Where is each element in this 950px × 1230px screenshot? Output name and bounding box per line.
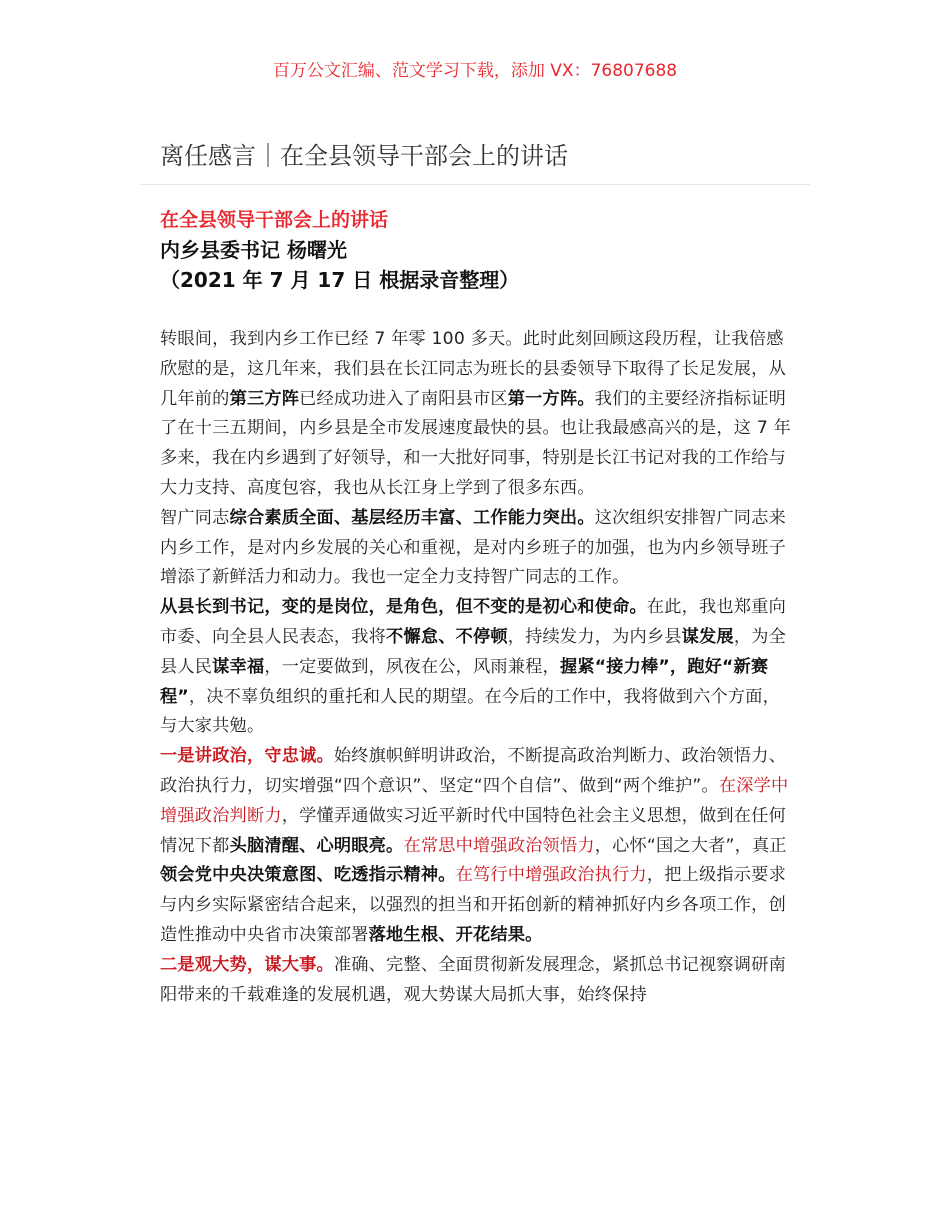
speaker-line: 内乡县委书记 杨曙光 — [160, 238, 347, 262]
bold-run: 握紧“接力棒”，跑好“新赛程” — [160, 656, 769, 707]
title-divider — [140, 184, 810, 185]
paragraph-3 — [160, 593, 792, 742]
date-note: （2021 年 7 月 17 日 根据录音整理） — [160, 268, 520, 292]
speech-subtitle: 在全县领导干部会上的讲话 — [160, 209, 389, 231]
bold-run: 落地生根、开花结果。 — [368, 924, 543, 945]
text-run: 转眼间，我到内乡工作已经 7 年零 100 多天。此时此刻回顾这段历程，让我倍感欣慰的是，这几年来，我们县在长江同志为班长的县委领导下取得了长足发展，从几年前的 — [160, 329, 786, 409]
text-run: 准确、完整、全面贯彻新发展理念，紧抓总书记视察调研南阳带来的千载难逢的发展机遇，观大势谋大局抓大事，始终保持 — [160, 954, 786, 1005]
text-run: ，把上级指示要求与内乡实际紧密结合起来，以强烈的担当和开拓创新的精神抓好内乡各项工作，创造性推动中央省市决策部署 — [160, 865, 786, 945]
paragraph-1 — [160, 325, 792, 504]
speech-heading — [160, 205, 519, 295]
text-run: 我们的主要经济指标证明了在十三五期间，内乡县是全市发展速度最快的县。也让我最感高兴的是，这 7 年多来，我在内乡遇到了好领导，和一大批好同事，特别是长江书记对我的工作给与大力支持、高度包容，我也从长江身上学到了很多东西。 — [160, 388, 792, 498]
bold-run: 第一方阵。 — [507, 388, 595, 409]
text-run: ，心怀“国之大者”，真正 — [594, 835, 787, 856]
paragraph-5 — [160, 951, 792, 1011]
red-heading-run: 一是讲政治，守忠诚。 — [160, 746, 334, 767]
bold-run: 领会党中央决策意图、吃透指示精神。 — [160, 865, 456, 886]
bold-run: 头脑清醒、心明眼亮。 — [229, 835, 404, 856]
bold-run: 不懈怠、不停顿 — [386, 626, 508, 647]
promo-banner: 百万公文汇编、范文学习下载，添加 VX：76807688 — [272, 61, 678, 81]
text-run: 智广同志 — [160, 507, 230, 528]
paragraph-4 — [160, 742, 792, 951]
text-run: 已经成功进入了南阳县市区 — [299, 388, 508, 409]
text-run: ，持续发力，为内乡县 — [507, 626, 682, 647]
red-run: 在深学中增强政治判断力 — [160, 775, 789, 826]
text-run: 始终旗帜鲜明讲政治，不断提高政治判断力、政治领悟力、政治执行力，切实增强“四个意识”、坚定“四个自信”、做到“两个维护”。 — [160, 746, 786, 796]
bold-run: 从县长到书记，变的是岗位，是角色，但不变的是初心和使命。 — [160, 597, 647, 618]
speech-body — [160, 325, 792, 1010]
bold-run: 综合素质全面、基层经历丰富、工作能力突出。 — [229, 507, 595, 528]
bold-run: 第三方阵 — [229, 388, 300, 409]
red-run: 在笃行中增强政治执行力 — [455, 865, 647, 886]
text-run: 这次组织安排智广同志来内乡工作，是对内乡发展的关心和重视，是对内乡班子的加强，也为内乡领导班子增添了新鲜活力和动力。我也一定全力支持智广同志的工作。 — [160, 507, 786, 588]
text-run: ，决不辜负组织的重托和人民的期望。在今后的工作中，我将做到六个方面，与大家共勉。 — [160, 686, 781, 737]
red-heading-run: 二是观大势，谋大事。 — [160, 954, 334, 975]
text-run: ，一定要做到，夙夜在公，风雨兼程， — [264, 656, 560, 677]
text-run: ，学懂弄通做实习近平新时代中国特色社会主义思想，做到在任何情况下都 — [160, 805, 786, 856]
text-run: ，为全县人民 — [160, 626, 786, 677]
text-run: 在此，我也郑重向市委、向全县人民表态，我将 — [160, 597, 786, 647]
red-run: 在常思中增强政治领悟力 — [403, 835, 595, 856]
article-title: 离任感言｜在全县领导干部会上的讲话 — [160, 142, 568, 170]
bold-run: 谋发展 — [681, 626, 734, 647]
bold-run: 谋幸福 — [212, 656, 265, 677]
paragraph-2 — [160, 504, 792, 593]
